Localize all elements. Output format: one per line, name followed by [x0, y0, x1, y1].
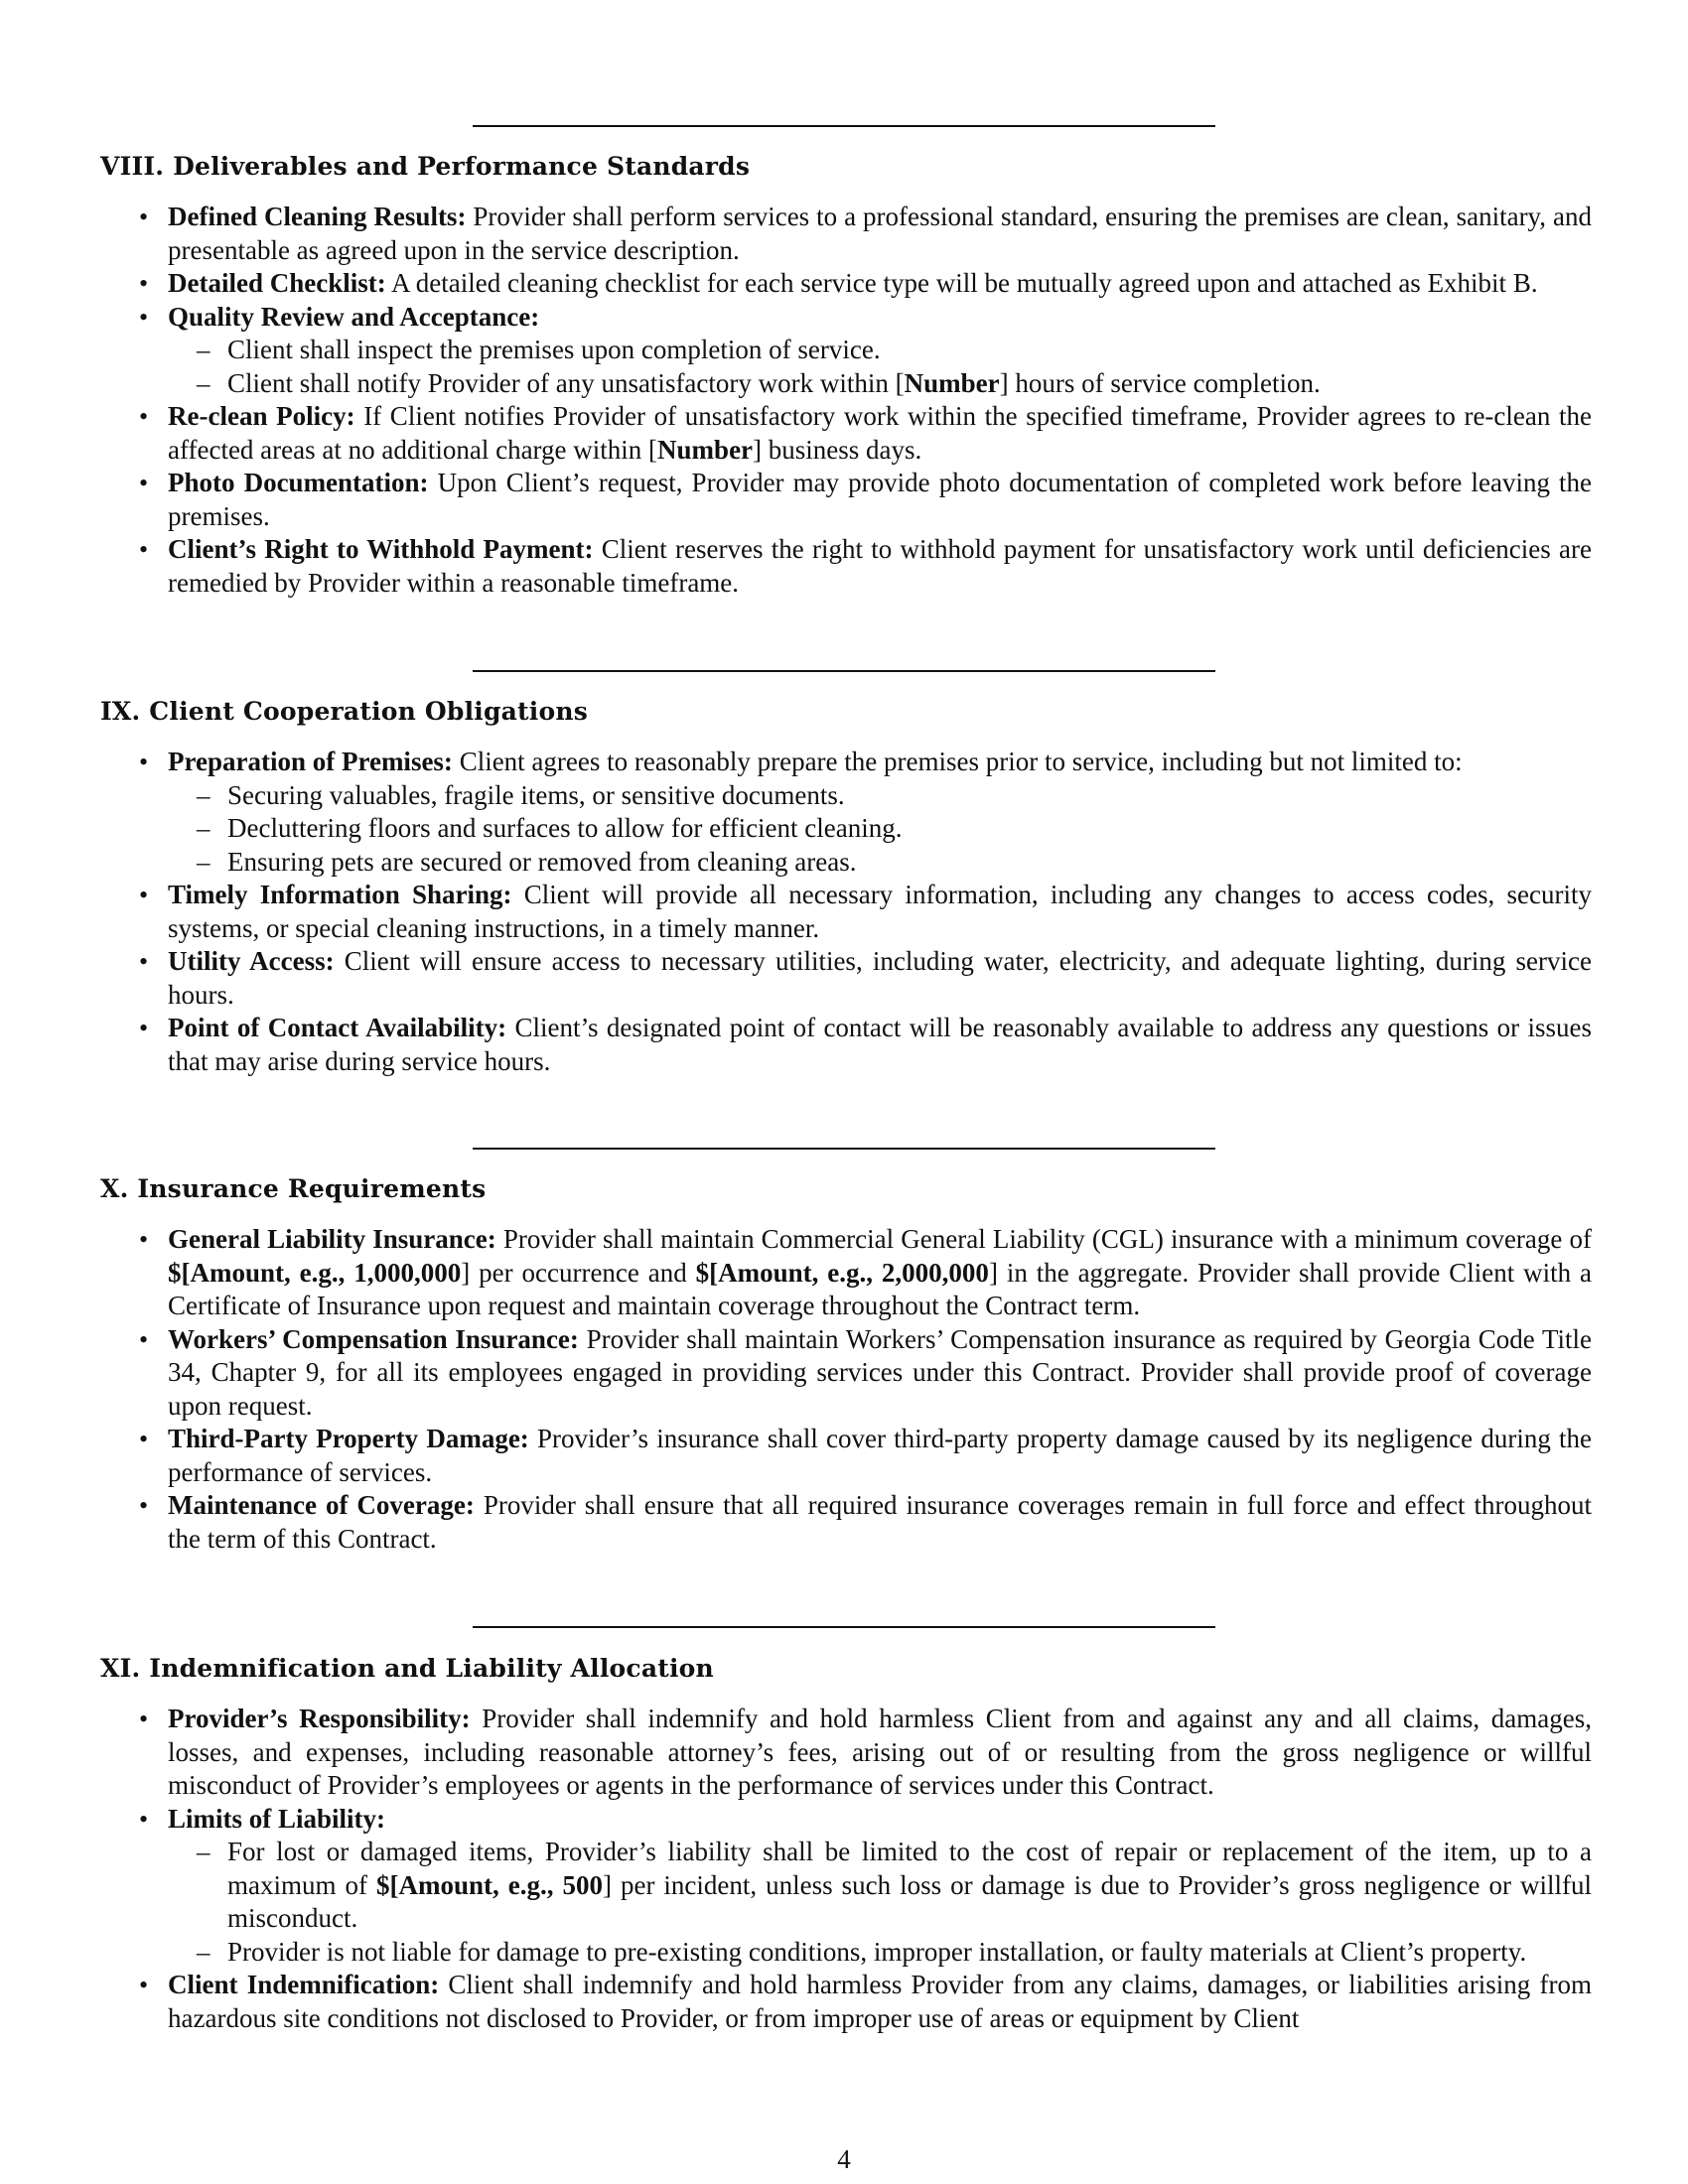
placeholder-field: $[Amount, e.g., 500 [375, 1869, 603, 1900]
section-x-list [168, 1223, 1592, 1556]
item-text: Upon Client’s request, Provider may provide photo documentation of completed work before leaving the premises. [168, 468, 1592, 531]
sub-list-item: – Decluttering floors and surfaces to allow for efficient cleaning. [227, 812, 1592, 846]
section-xi-list [168, 1703, 1592, 2035]
list-item [168, 301, 1592, 401]
item-text: Provider shall ensure that all required insurance coverages remain in full force and effect throughout the term of this Contract. [168, 1490, 1592, 1554]
item-term: Third-Party Property Damage: [168, 1424, 529, 1453]
section-heading-viii: VIII. Deliverables and Performance Standards [100, 152, 751, 181]
placeholder-field: $[Amount, e.g., 2,000,000 [695, 1257, 989, 1288]
item-text: Provider is not liable for damage to pre-existing conditions, improper installation, or faulty materials at Client’s property. [227, 1936, 1527, 1967]
item-term: Detailed Checklist: [168, 268, 386, 298]
item-text: Client shall indemnify and hold harmless Provider from any claims, damages, or liabilities arising from hazardous site conditions not disclosed to Provider, or from improper use of areas or equipment by Client [168, 1970, 1592, 2033]
list-item [168, 1969, 1592, 2035]
item-text: ] per occurrence and [461, 1257, 696, 1288]
list-item [168, 945, 1592, 1012]
item-text: Provider shall perform services to a professional standard, ensuring the premises are clean, sanitary, and presentable as agreed upon in the service description. [168, 202, 1592, 265]
item-text: Client’s designated point of contact will be reasonably available to address any questions or issues that may arise during service hours. [168, 1013, 1592, 1076]
item-text: ] per incident, unless such loss or damage is due to Provider’s gross negligence or willful misconduct. [227, 1869, 1592, 1933]
list-item [168, 533, 1592, 600]
item-text: Provider shall maintain Commercial General Liability (CGL) insurance with a minimum coverage of [495, 1224, 1593, 1254]
placeholder-field: Number [657, 434, 754, 465]
item-text: Provider’s insurance shall cover third-party property damage caused by its negligence during the performance of services. [168, 1424, 1592, 1487]
item-text: Client will ensure access to necessary utilities, including water, electricity, and adequate lighting, during service hours. [168, 946, 1592, 1010]
sub-list-item [227, 1836, 1592, 1936]
item-text: For lost or damaged items, Provider’s liability shall be limited to the cost of repair or replacement of the item, up to a maximum of [227, 1837, 1592, 1900]
sub-list-item: – Ensuring pets are secured or removed from cleaning areas. [227, 846, 1592, 880]
item-term: Defined Cleaning Results: [168, 202, 467, 231]
list-item [168, 1803, 1592, 1970]
placeholder-field: $[Amount, e.g., 1,000,000 [168, 1257, 462, 1288]
item-text: Client shall notify Provider of any unsatisfactory work within [ [227, 367, 905, 398]
sub-list [168, 779, 1592, 880]
list-item [168, 1489, 1592, 1556]
list-item [168, 879, 1592, 945]
item-text: ] business days. [753, 434, 922, 465]
sub-list-item [227, 334, 1592, 367]
item-term: Provider’s Responsibility: [168, 1704, 471, 1733]
item-term: Maintenance of Coverage: [168, 1490, 475, 1520]
item-text: If Client notifies Provider of unsatisfactory work within the specified timeframe, Provider agrees to re-clean the affected areas at no additional charge within [ [168, 401, 1592, 465]
placeholder-field: Number [904, 367, 1000, 398]
item-text: ] hours of service completion. [999, 367, 1321, 398]
item-text: Provider shall maintain Workers’ Compensation insurance as required by Georgia Code Title 34, Chapter 9, for all its employees engaged in providing services under this Contract. Provider shall provide proof of coverage upon request. [168, 1323, 1592, 1421]
list-item [168, 1323, 1592, 1424]
sub-list [168, 334, 1592, 400]
section-divider [473, 1626, 1215, 1628]
item-term: Timely Information Sharing: [168, 880, 512, 909]
sub-list-item [227, 1936, 1592, 1970]
item-text: Client reserves the right to withhold payment for unsatisfactory work until deficiencies are remedied by Provider within a reasonable timeframe. [168, 534, 1592, 598]
section-heading-xi: XI. Indemnification and Liability Allocation [100, 1654, 714, 1683]
item-term: Preparation of Premises: [168, 747, 453, 776]
list-item [168, 746, 1592, 879]
item-term: Utility Access: [168, 946, 335, 976]
item-text: ] in the aggregate. Provider shall provide Client with a Certificate of Insurance upon request and maintain coverage throughout the Contract term. [168, 1257, 1592, 1320]
item-text: Client will provide all necessary information, including any changes to access codes, security systems, or special cleaning instructions, in a timely manner. [168, 880, 1592, 943]
section-divider [473, 1148, 1215, 1150]
item-term: Photo Documentation: [168, 468, 429, 497]
page-number: 4 [837, 2144, 851, 2174]
section-heading-ix: IX. Client Cooperation Obligations [100, 697, 589, 726]
item-text: Client agrees to reasonably prepare the premises prior to service, including but not limited to: [452, 747, 1463, 776]
sub-list [168, 1836, 1592, 1969]
item-text: A detailed cleaning checklist for each service type will be mutually agreed upon and attached as Exhibit B. [385, 268, 1538, 298]
list-item [168, 467, 1592, 533]
section-divider [473, 125, 1215, 127]
list-item [168, 201, 1592, 267]
item-term: General Liability Insurance: [168, 1224, 496, 1254]
sub-list-item: – Securing valuables, fragile items, or sensitive documents. [227, 779, 1592, 813]
section-heading-x: X. Insurance Requirements [100, 1174, 487, 1203]
item-term: Client’s Right to Withhold Payment: [168, 534, 594, 564]
item-term: Re-clean Policy: [168, 401, 355, 431]
list-item [168, 1703, 1592, 1803]
section-viii-list [168, 201, 1592, 600]
item-term: Workers’ Compensation Insurance: [168, 1323, 579, 1354]
list-item [168, 267, 1592, 301]
list-item [168, 1423, 1592, 1489]
list-item [168, 1223, 1592, 1323]
item-term: Quality Review and Acceptance: [168, 301, 540, 332]
section-ix-list [168, 746, 1592, 1078]
item-term: Point of Contact Availability: [168, 1013, 507, 1042]
item-text: Client shall inspect the premises upon completion of service. [227, 335, 881, 364]
list-item [168, 400, 1592, 467]
section-divider [473, 670, 1215, 672]
sub-list-item [227, 367, 1592, 401]
item-term: Client Indemnification: [168, 1970, 440, 1999]
item-term: Limits of Liability: [168, 1803, 386, 1834]
item-text: Provider shall indemnify and hold harmless Client from and against any and all claims, damages, losses, and expenses, including reasonable attorney’s fees, arising out of or resulting from the gross negligence or willful misconduct of Provider’s employees or agents in the performance of services under this Contract. [168, 1704, 1592, 1800]
list-item [168, 1012, 1592, 1078]
